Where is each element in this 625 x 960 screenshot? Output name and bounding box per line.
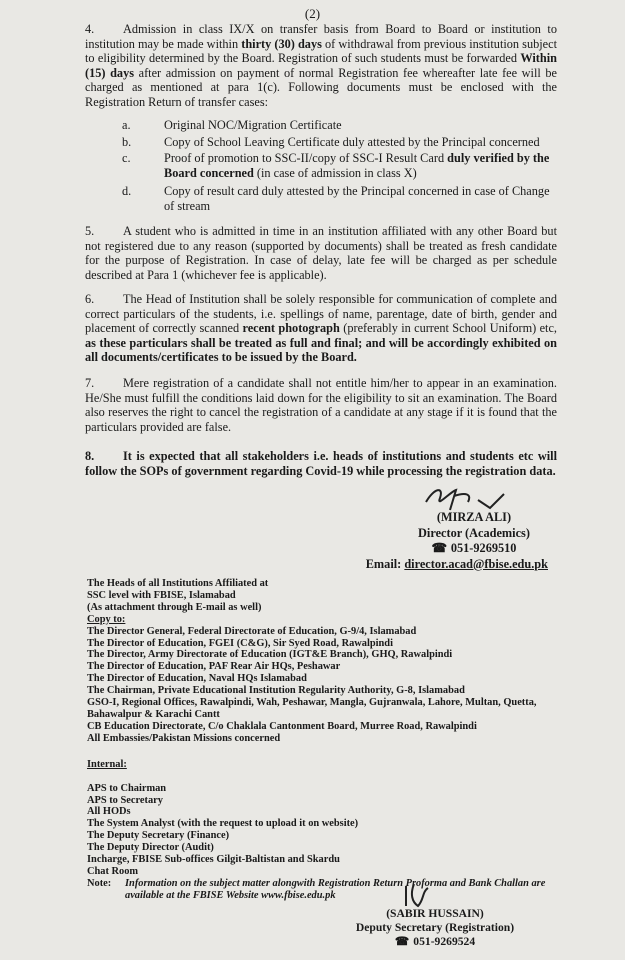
- phone-number: ☎ 051-9269510: [330, 541, 548, 557]
- signatory-name: (MIRZA ALI): [436, 510, 512, 524]
- required-documents-list: [122, 118, 562, 216]
- paragraph-7: 7. Mere registration of a candidate shall not entitle him/her to appear in an examination. He/She must fulfill the conditions laid down for the eligibility to sit an examination. The Board also reserves the right to cancel the registration of a candidate at any stage if it is found that the particulars provided are false.: [85, 376, 557, 434]
- phone-number: ☎ 051-9269524: [330, 935, 540, 949]
- distribution-list: The Heads of all Institutions Affiliated at SSC level with FBISE, Islamabad (As attachment through E-mail as well) Copy to: The Director General, Federal Directorate of Education, G-9/4, Islamabad The Director of Education, FGEI (C&G), Sir Syed Road, Rawalpindi The Director, Army Directorate of Education (IGT&E Branch), GHQ, Rawalpindi The Director of Education, PAF Rear Air HQs, Peshawar The Director of Education, Naval HQs Islamabad The Chairman, Private Educational Institution Regularity Authority, G-8, Islamabad GSO-I, Regional Offices, Rawalpindi, Wah, Peshawar, Mangla, Gujranwala, Lahore, Multan, Quetta, Bahawalpur & Karachi Cantt CB Education Directorate, C/o Chaklala Cantonment Board, Murree Road, Rawalpindi All Embassies/Pakistan Missions concerned Internal: APS to Chairman APS to Secretary All HODs The System Analyst (with the request to upload it on website) The Deputy Secretary (Finance) The Deputy Director (Audit) Incharge, FBISE Sub-offices Gilgit-Baltistan and Skardu Chat Room Note: Information on the subject matter alongwith Registration Return Proforma and Bank Challan are available at the FBISE Website www.fbise.edu.pk: [87, 578, 557, 902]
- list-item: b. Copy of School Leaving Certificate duly attested by the Principal concerned: [122, 134, 540, 149]
- list-item: The Director General, Federal Directorate of Education, G-9/4, Islamabad: [87, 625, 417, 637]
- paragraph-5: 5. A student who is admitted in time in an institution affiliated with any other Board but not registered due to any reason (supported by documents) shall be treated as fresh candidate for the purpose of Registration. In case of delay, late fee will be charged as per schedule described at Para 1 (whichever fee is applicable).: [85, 224, 557, 282]
- list-item: The Director of Education, PAF Rear Air HQs, Peshawar: [87, 661, 341, 673]
- email-link[interactable]: director.acad@fbise.edu.pk: [404, 556, 548, 571]
- list-item: Incharge, FBISE Sub-offices Gilgit-Baltistan and Skardu: [87, 854, 340, 866]
- signatory-block: [330, 907, 540, 949]
- email-line: Email: director.acad@fbise.edu.pk: [365, 556, 548, 571]
- paragraph-number: 4.: [85, 22, 95, 36]
- paragraph-6: 6. The Head of Institution shall be solely responsible for communication of complete and correct particulars of the students, i.e. spellings of name, parentage, date of birth, gender and placement of correctly scanned recent photograph (preferably in current School Uniform) etc, as these particulars shall be treated as full and final; and will be accordingly exhibited on all documents/certificates to be issued by the Board.: [85, 292, 557, 365]
- internal-heading: Internal:: [87, 758, 127, 770]
- copy-to-heading: Copy to:: [87, 613, 126, 625]
- list-item: The Director of Education, FGEI (C&G), Sir Syed Road, Rawalpindi: [87, 637, 393, 649]
- list-item: The Director, Army Directorate of Education (IGT&E Branch), GHQ, Rawalpindi: [87, 649, 453, 661]
- signatory-title: Deputy Secretary (Registration): [355, 921, 515, 934]
- signatory-title: Director (Academics): [418, 525, 530, 540]
- paragraph-8: 8. It is expected that all stakeholders i.e. heads of institutions and students etc will follow the SOPs of government regarding Covid-19 while processing the registration data.: [85, 449, 557, 478]
- list-item: The System Analyst (with the request to upload it on website): [87, 818, 359, 830]
- list-item: The Deputy Director (Audit): [87, 842, 214, 854]
- signature-scribble: [398, 880, 438, 910]
- list-item: GSO-I, Regional Offices, Rawalpindi, Wah, Peshawar, Mangla, Gujranwala, Lahore, Multan, Quetta, Bahawalpur & Karachi Cantt: [87, 697, 537, 720]
- list-item: All HODs: [87, 806, 131, 818]
- page-number: (2): [304, 6, 321, 21]
- list-item: APS to Chairman: [87, 782, 167, 794]
- paragraph-4: 4. Admission in class IX/X on transfer basis from Board to Board or institution to institution may be made within thirty (30) days of withdrawal from previous institution subject to eligibility determined by the Board. Registration of such students must be forwarded Within (15) days after admission on payment of normal Registration fee whereafter late fee will be charged as mentioned at para 1(c). Following documents must be enclosed with the Registration Return of transfer cases:: [85, 22, 558, 109]
- list-item: The Deputy Secretary (Finance): [87, 830, 230, 842]
- signatory-block: [330, 510, 548, 572]
- signatory-name: (SABIR HUSSAIN): [386, 907, 484, 920]
- list-item: The Director of Education, Naval HQs Islamabad: [87, 673, 307, 685]
- list-item: The Chairman, Private Educational Institution Regularity Authority, G-8, Islamabad: [87, 685, 465, 697]
- list-item: All Embassies/Pakistan Missions concerned: [87, 732, 281, 744]
- list-item: c. Proof of promotion to SSC-II/copy of SSC-I Result Card duly verified by the Board concerned (in case of admission in class X): [122, 151, 550, 180]
- list-item: Chat Room: [87, 865, 139, 877]
- list-item: d. Copy of result card duly attested by the Principal concerned in case of Change of stream: [122, 184, 550, 213]
- list-item: a. Original NOC/Migration Certificate: [122, 118, 342, 132]
- list-item: APS to Secretary: [87, 794, 163, 806]
- note: Note: Information on the subject matter alongwith Registration Return Proforma and Bank Challan are available at the FBISE Website www.fbise.edu.pk: [87, 877, 546, 901]
- list-item: CB Education Directorate, C/o Chaklala Cantonment Board, Murree Road, Rawalpindi: [87, 720, 477, 732]
